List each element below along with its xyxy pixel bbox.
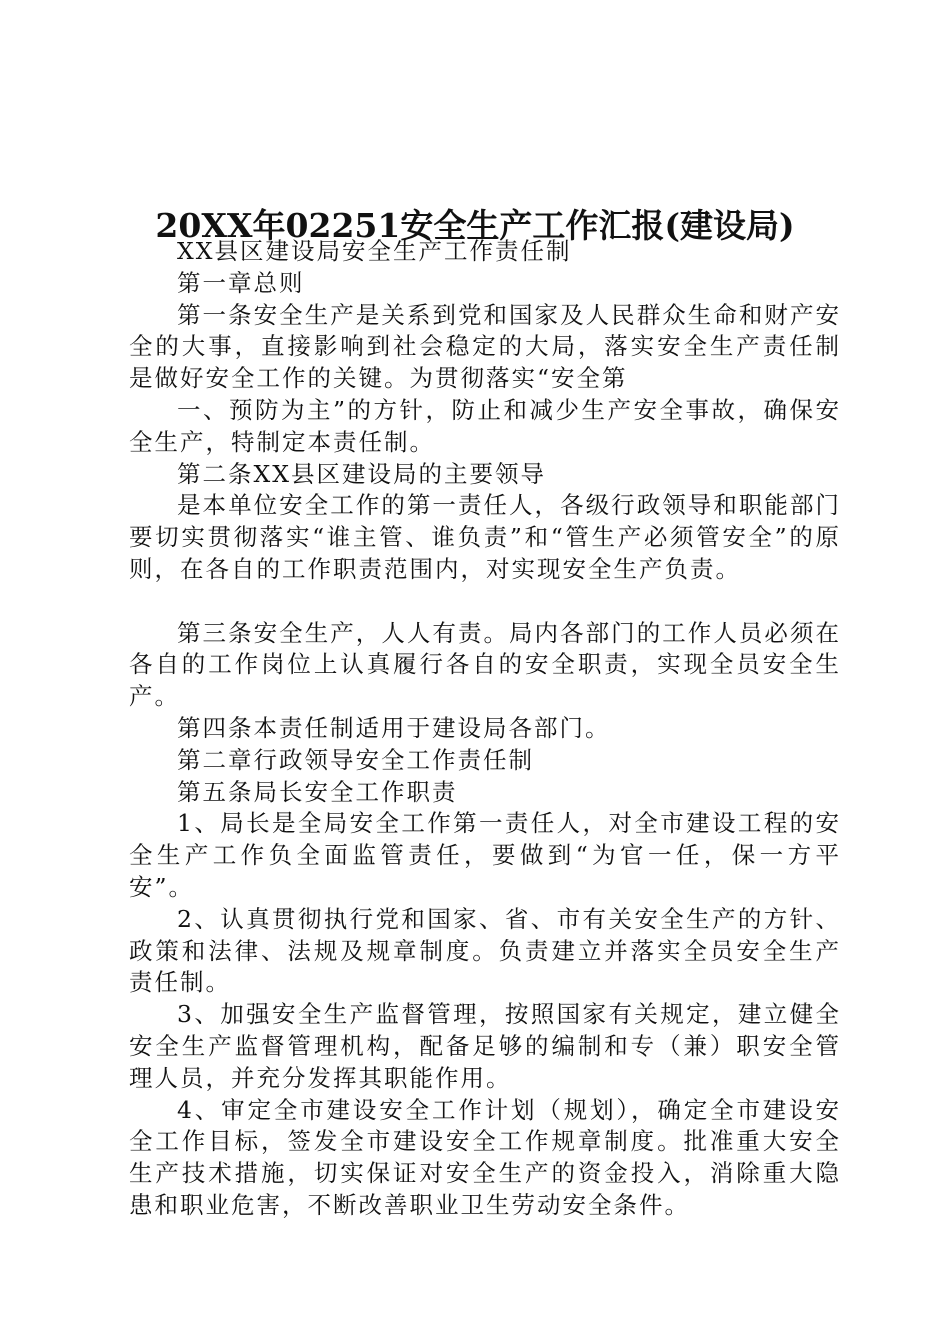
paragraph-article-2: 第二条XX县区建设局的主要领导 <box>177 459 546 488</box>
document-body <box>129 236 841 1222</box>
paragraph-chapter-2: 第二章行政领导安全工作责任制 <box>177 745 534 774</box>
paragraph-article-3: 第三条安全生产，人人有责。局内各部门的工作人员必须在各自的工作岗位上认真履行各自的安全职责，实现全员安全生产。 <box>129 618 841 711</box>
paragraph-article-2-cont: 是本单位安全工作的第一责任人，各级行政领导和职能部门要切实贯彻落实“谁主管、谁负责”和“管生产必须管安全”的原则，在各自的工作职责范围内，对实现安全生产负责。 <box>129 491 841 583</box>
paragraph-chapter-1: 第一章总则 <box>177 268 305 297</box>
paragraph-article-1-cont: 一、预防为主”的方针，防止和减少生产安全事故，确保安全生产，特制定本责任制。 <box>129 395 841 456</box>
paragraph-article-4: 第四条本责任制适用于建设局各部门。 <box>177 713 611 742</box>
paragraph-article-1: 第一条安全生产是关系到党和国家及人民群众生命和财产安全的大事，直接影响到社会稳定的大局，落实安全生产责任制是做好安全工作的关键。为贯彻落实“安全第 <box>129 300 841 393</box>
paragraph-item-3: 3、加强安全生产监督管理，按照国家有关规定，建立健全安全生产监督管理机构，配备足够的编制和专（兼）职安全管理人员，并充分发挥其职能作用。 <box>129 1000 841 1092</box>
paragraph-spacer <box>129 586 841 618</box>
paragraph-subtitle: XX县区建设局安全生产工作责任制 <box>177 237 572 265</box>
paragraph-item-2: 2、认真贯彻执行党和国家、省、市有关安全生产的方针、政策和法律、法规及规章制度。负责建立并落实全员安全生产责任制。 <box>129 904 841 997</box>
paragraph-item-1: 1、局长是全局安全工作第一责任人，对全市建设工程的安全生产工作负全面监管责任，要做到“为官一任，保一方平安”。 <box>129 809 841 901</box>
document-title: 20XX年02251安全生产工作汇报(建设局) <box>155 206 795 246</box>
paragraph-article-5: 第五条局长安全工作职责 <box>177 777 458 806</box>
paragraph-item-4: 4、审定全市建设安全工作计划（规划），确定全市建设安全工作目标，签发全市建设安全工作规章制度。批准重大安全生产技术措施，切实保证对安全生产的资金投入，消除重大隐患和职业危害，不断改善职业卫生劳动安全条件。 <box>129 1095 841 1219</box>
